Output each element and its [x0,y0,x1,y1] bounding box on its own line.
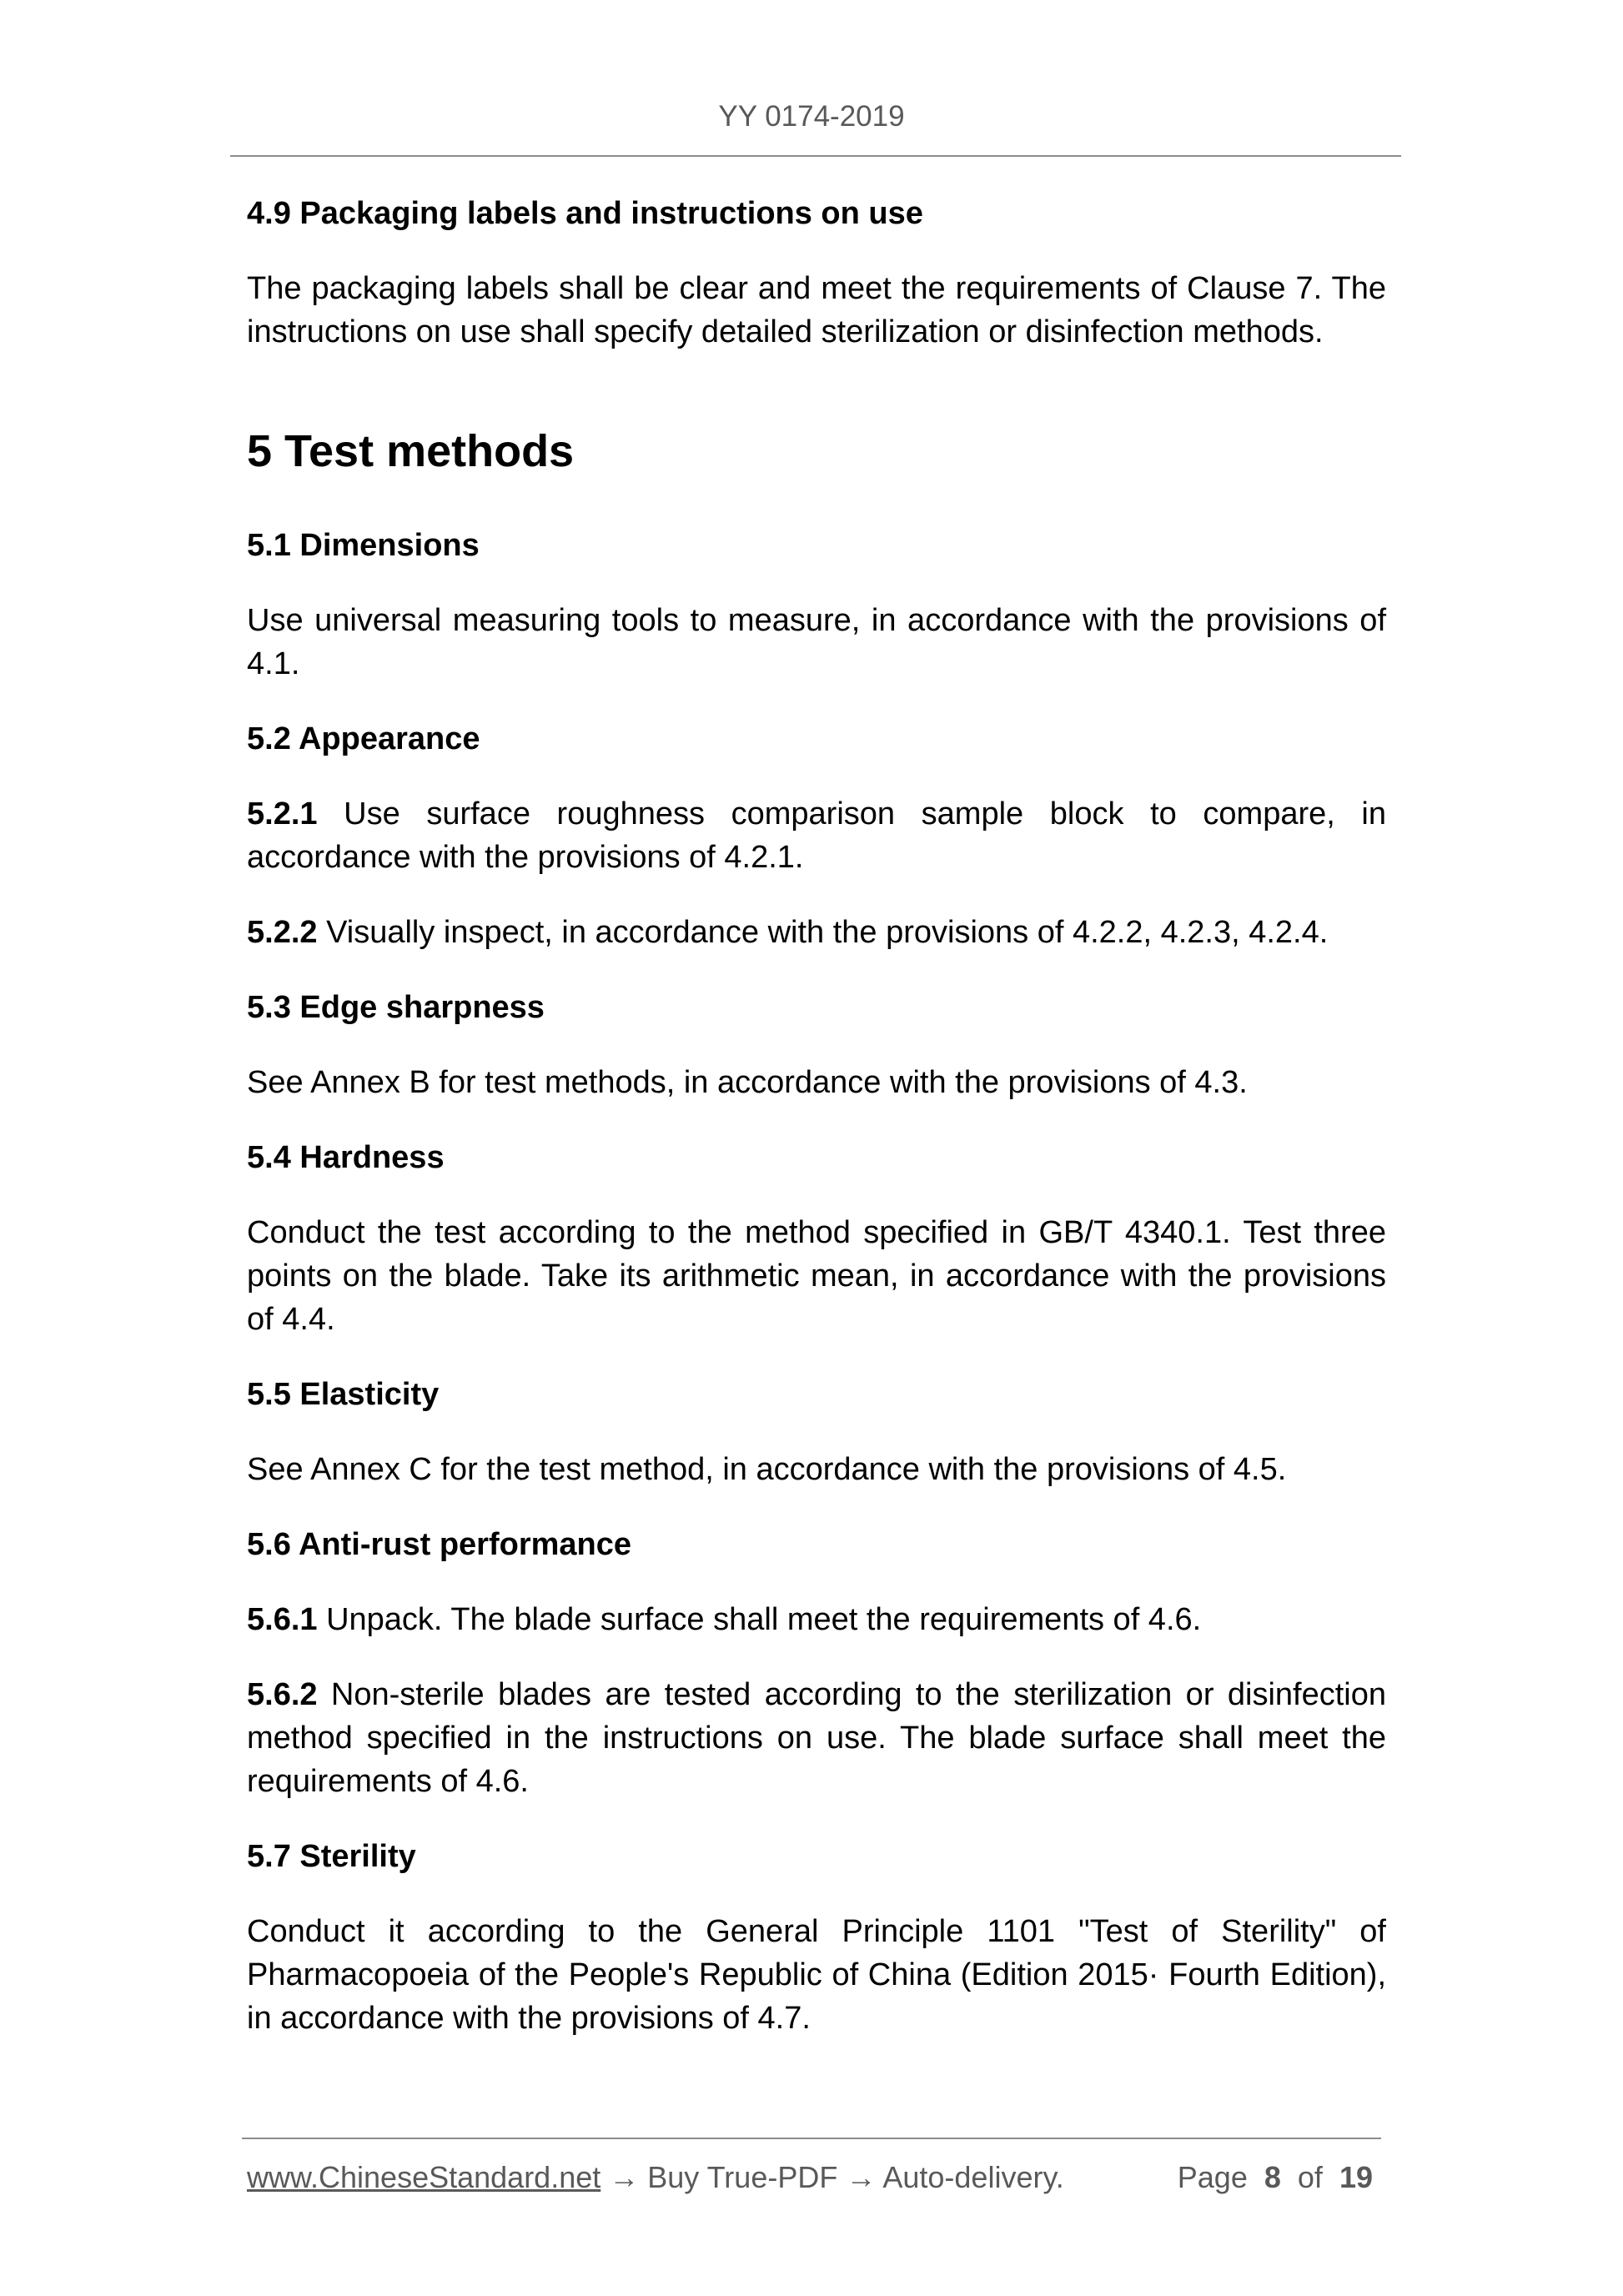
section-5-3-text: See Annex B for test methods, in accordance with the provisions of 4.3. [247,1065,1248,1100]
section-5-7-title: 5.7 Sterility [247,1839,416,1874]
section-5-2-title: 5.2 Appearance [247,721,480,756]
clause-number: 5.2.1 [247,796,318,831]
section-4-9-title: 4.9 Packaging labels and instructions on use [247,196,923,231]
buy-text: Buy True-PDF [647,2160,838,2194]
clause-number: 5.6.2 [247,1677,318,1712]
page-current: 8 [1264,2160,1281,2194]
page-total: 19 [1339,2160,1373,2194]
clause-number: 5.6.1 [247,1602,318,1637]
section-5-1-title: 5.1 Dimensions [247,528,480,563]
arrow-icon: → [837,2160,883,2194]
section-5-6-title: 5.6 Anti-rust performance [247,1527,632,1562]
clause-text: Use surface roughness comparison sample block to compare, in accordance with the provisions of 4.2.1. [247,796,1386,875]
header-divider [230,155,1401,157]
footer-promo [247,2158,1064,2197]
arrow-icon: → [600,2160,648,2194]
section-5-5-text: See Annex C for the test method, in accordance with the provisions of 4.5. [247,1452,1287,1487]
delivery-text: Auto-delivery. [882,2160,1064,2194]
section-5-2-2-paragraph [247,911,1386,954]
section-5-6-1-paragraph [247,1598,1386,1641]
page-label: Page [1177,2160,1248,2194]
clause-text: Visually inspect, in accordance with the provisions of 4.2.2, 4.2.3, 4.2.4. [317,915,1329,950]
section-5-1-text: Use universal measuring tools to measure, in accordance with the provisions of 4.1. [247,603,1386,681]
page-of: of [1297,2160,1323,2194]
site-link[interactable]: www.ChineseStandard.net [247,2160,601,2194]
section-5-4-text: Conduct the test according to the method specified in GB/T 4340.1. Test three points on the blade. Take its arithmetic mean, in accordance with the provisions of 4.4. [247,1215,1386,1337]
section-5-title: 5 Test methods [247,426,575,476]
section-5-6-2-paragraph [247,1673,1386,1803]
clause-text: Non-sterile blades are tested according to the sterilization or disinfection method specified in the instructions on use. The blade surface shall meet the requirements of 4.6. [247,1677,1386,1799]
page-content [247,192,1386,2040]
page-indicator [1178,2158,1373,2197]
section-5-5-title: 5.5 Elasticity [247,1377,440,1412]
section-5-3-title: 5.3 Edge sharpness [247,990,545,1025]
section-5-4-title: 5.4 Hardness [247,1140,445,1175]
footer-divider [242,2138,1381,2139]
clause-number: 5.2.2 [247,915,318,950]
section-5-2-1-paragraph [247,792,1386,879]
section-4-9-text: The packaging labels shall be clear and meet the requirements of Clause 7. The instructions on use shall specify detailed sterilization or disinfection methods. [247,271,1386,349]
section-5-7-text: Conduct it according to the General Principle 1101 "Test of Sterility" of Pharmacopoeia of the People's Republic of China (Edition 2015· Fourth Edition), in accordance with the provisions of 4.7. [247,1914,1386,2036]
clause-text: Unpack. The blade surface shall meet the requirements of 4.6. [317,1602,1202,1637]
document-code: YY 0174-2019 [718,100,905,133]
